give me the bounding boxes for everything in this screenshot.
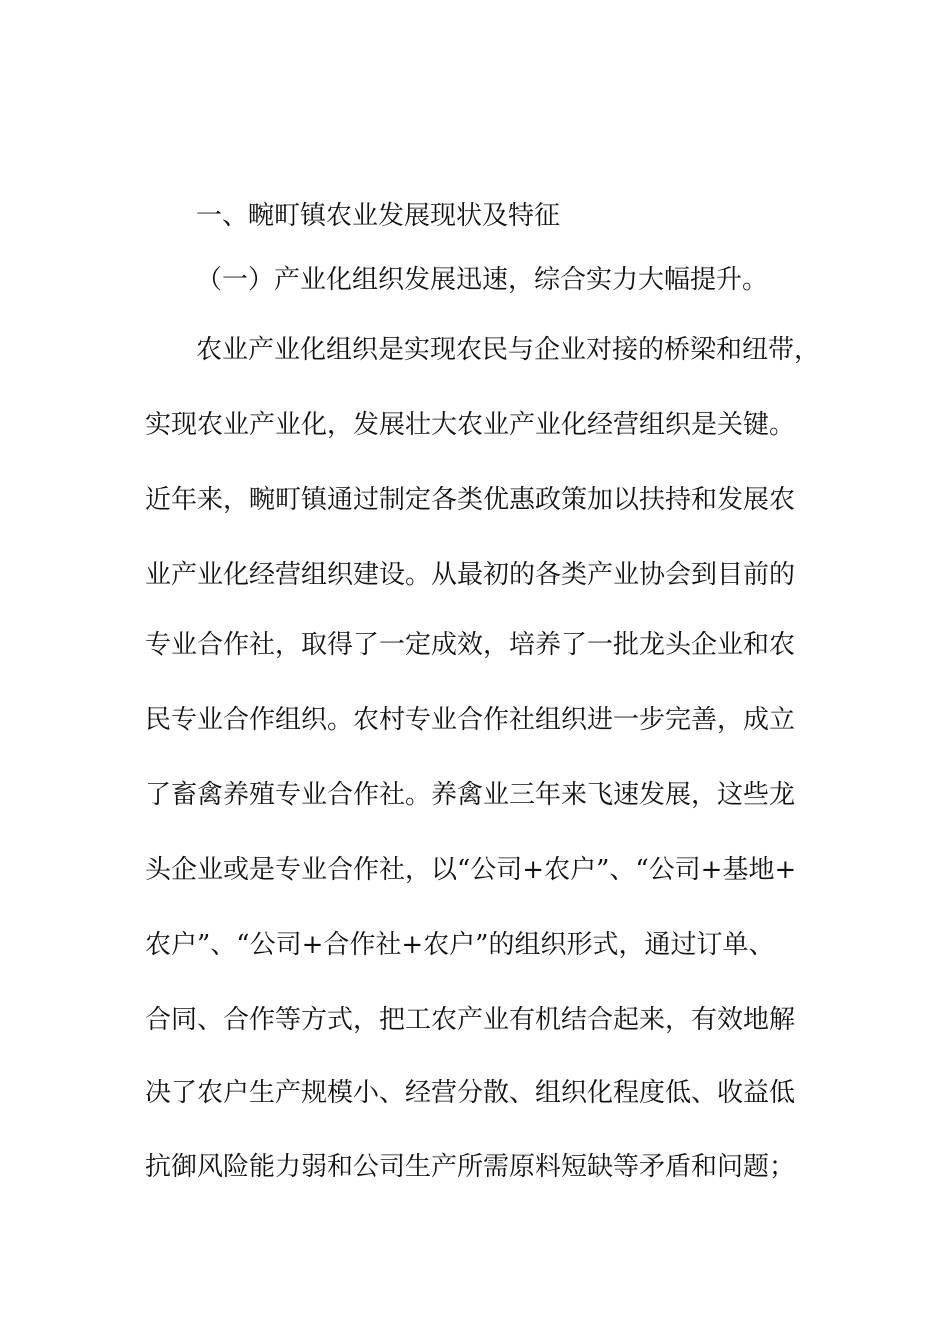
paragraph-line: 头企业或是专业合作社，以“公司+农户”、“公司+基地+ [145,855,797,885]
paragraph-line: 决了农户生产规模小、经营分散、组织化程度低、收益低 [145,1078,796,1108]
paragraph-line: 了畜禽养殖专业合作社。养禽业三年来飞速发展，这些龙 [145,780,796,810]
paragraph-line: 实现农业产业化，发展壮大农业产业化经营组织是关键。 [145,410,796,440]
paragraph-line: 业产业化经营组织建设。从最初的各类产业协会到目前的 [145,560,796,590]
paragraph-line: 抗御风险能力弱和公司生产所需原料短缺等矛盾和问题； [145,1152,796,1182]
paragraph-line: 农户”、“公司+合作社+农户”的组织形式，通过订单、 [145,930,775,960]
paragraph-line: 民专业合作组织。农村专业合作社组织进一步完善，成立 [145,705,796,735]
section-heading: 一、畹町镇农业发展现状及特征 [196,201,561,231]
paragraph-line: 专业合作社，取得了一定成效，培养了一批龙头企业和农 [145,630,796,660]
paragraph-line: 农业产业化组织是实现农民与企业对接的桥梁和纽带， [196,335,821,365]
subsection-heading: （一）产业化组织发展迅速，综合实力大幅提升。 [196,265,769,295]
paragraph-line: 合同、合作等方式，把工农产业有机结合起来，有效地解 [145,1005,796,1035]
paragraph-line: 近年来，畹町镇通过制定各类优惠政策加以扶持和发展农 [145,485,796,515]
